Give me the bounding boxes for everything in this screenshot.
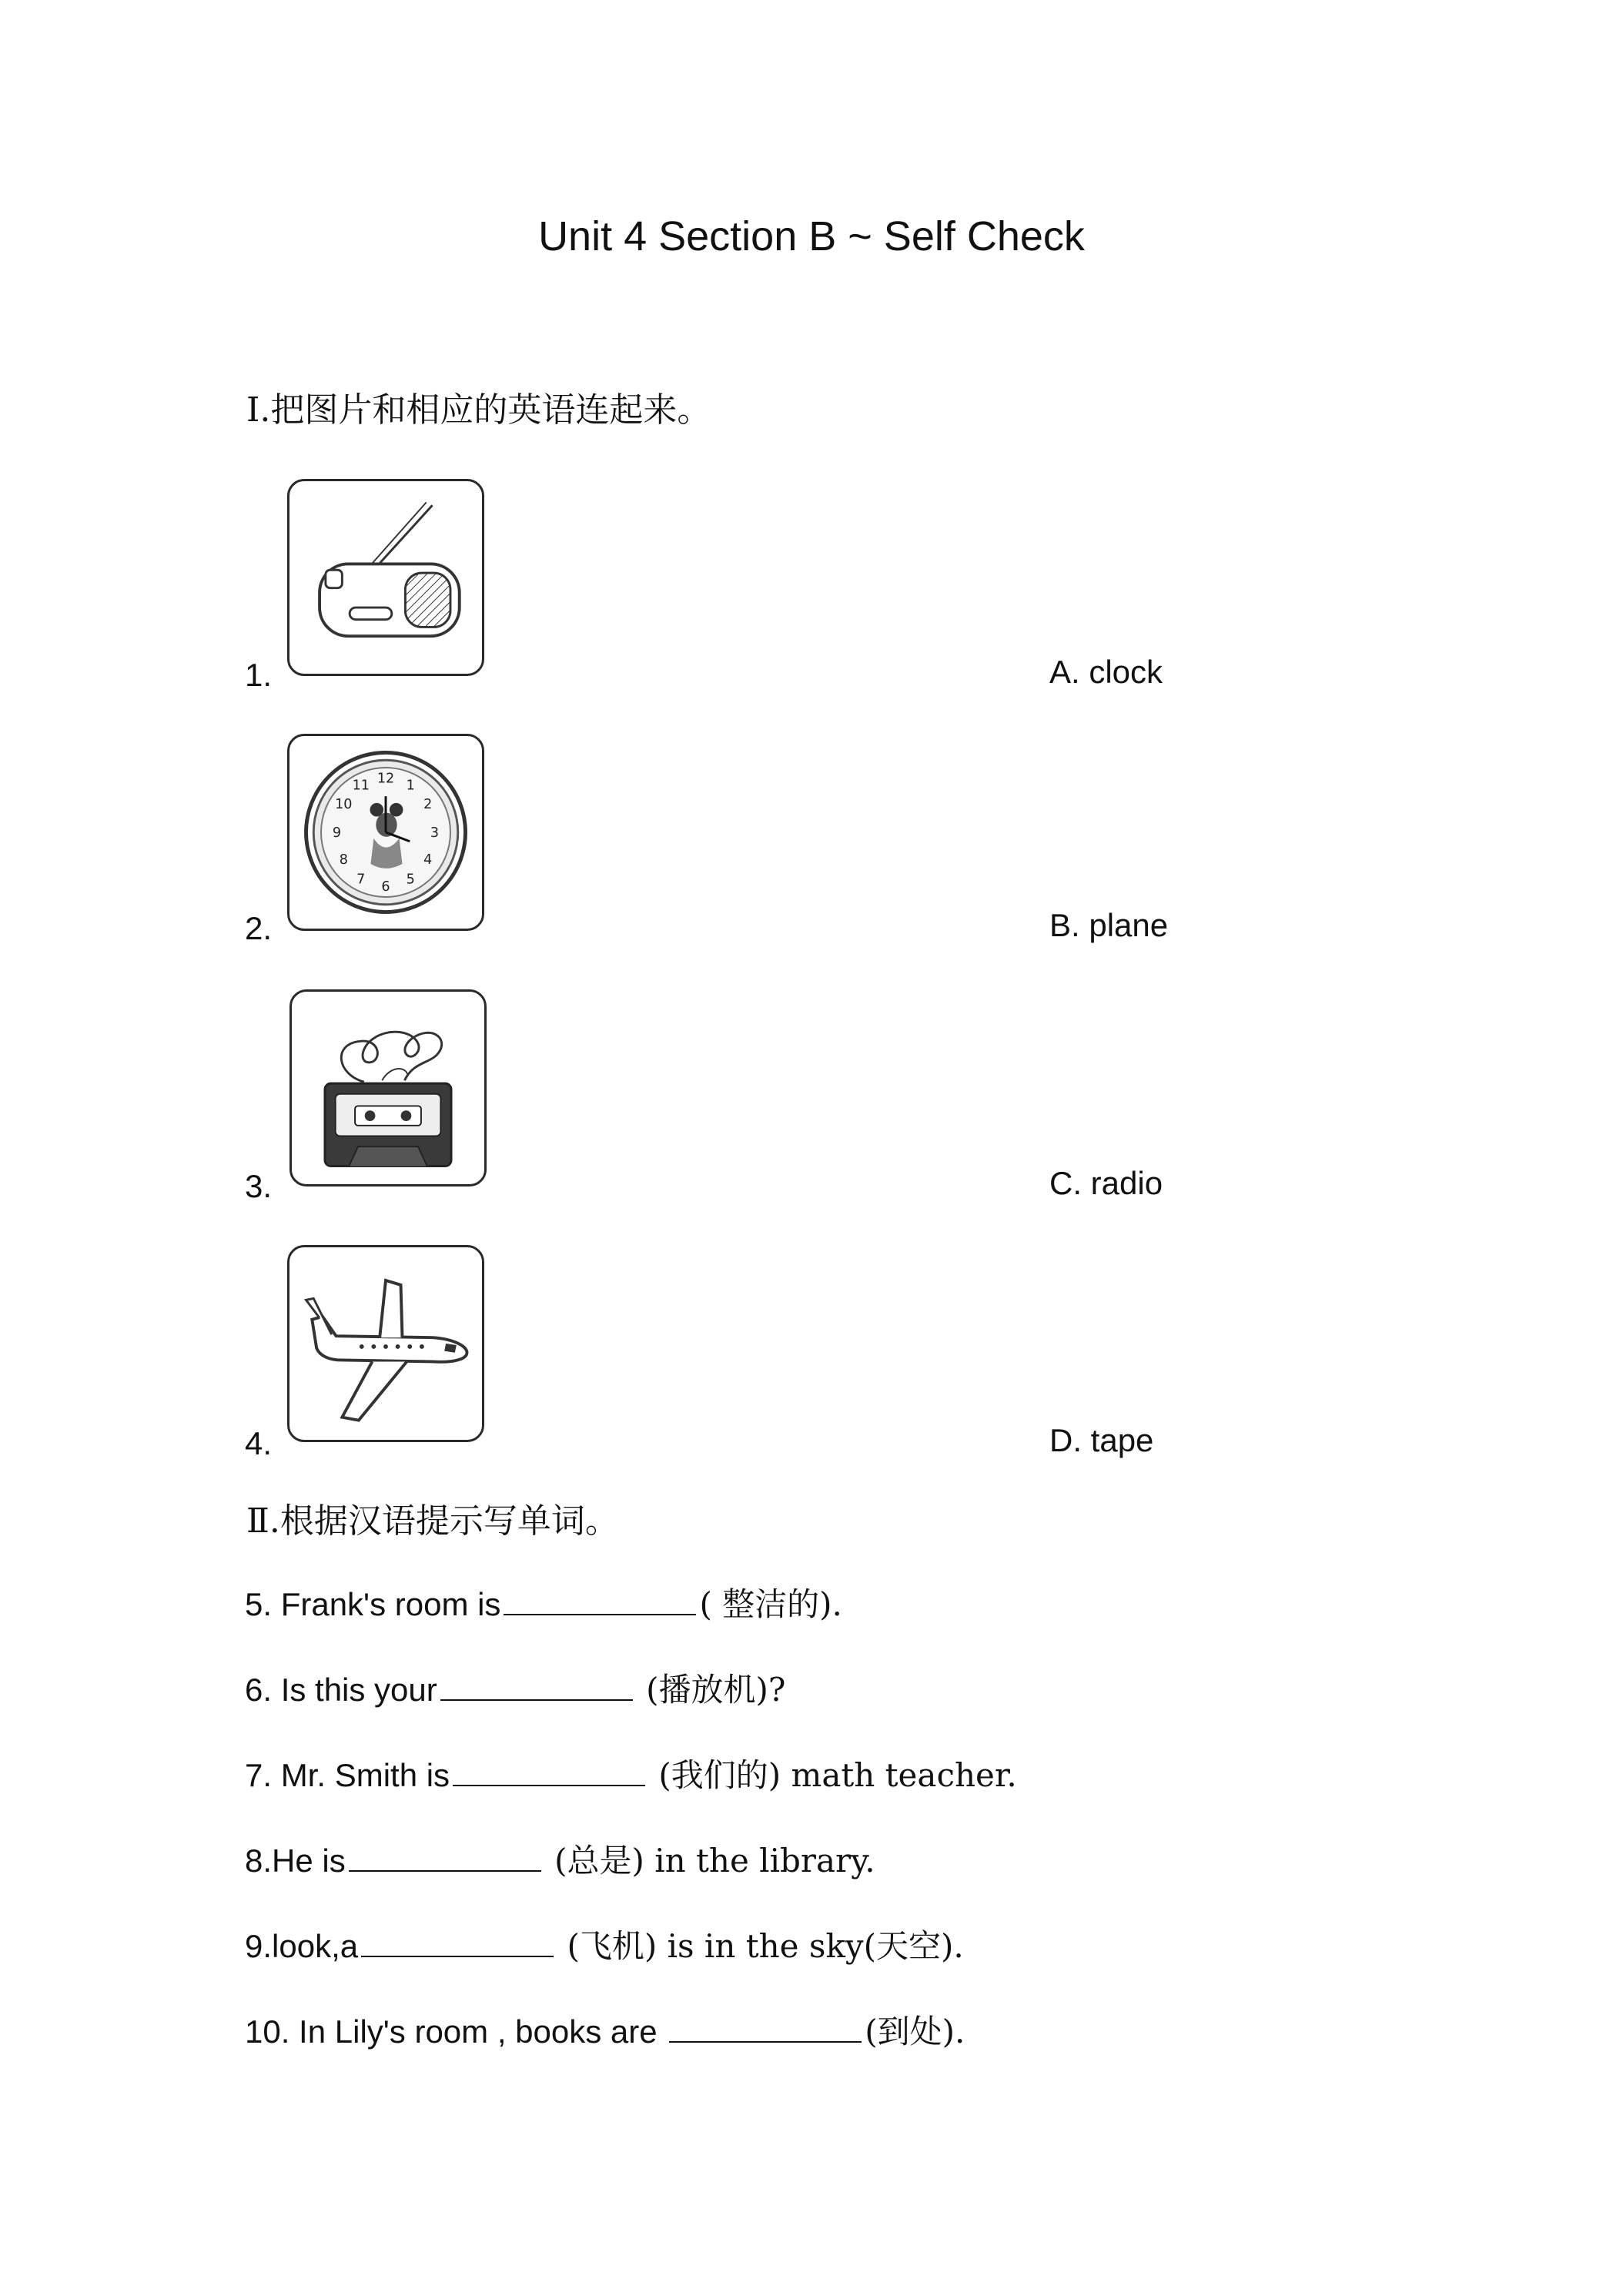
question-5-text: 5. Frank's room is — [245, 1586, 501, 1622]
tape-icon — [292, 992, 484, 1184]
question-9-text: 9.look,a — [245, 1928, 359, 1964]
item-4-number: 4. — [245, 1425, 273, 1461]
svg-text:2: 2 — [423, 796, 433, 812]
answer-blank[interactable] — [453, 1754, 645, 1786]
question-10 — [245, 2010, 965, 2053]
clock-picture — [287, 734, 484, 931]
radio-picture — [287, 479, 484, 676]
question-9 — [245, 1925, 964, 1968]
question-7-text: 7. Mr. Smith is — [245, 1757, 450, 1793]
answer-blank[interactable] — [669, 2010, 862, 2043]
svg-text:10: 10 — [335, 796, 353, 812]
option-b: B. plane — [1049, 907, 1169, 943]
question-8-hint: (总是) in the library. — [544, 1842, 875, 1879]
svg-text:3: 3 — [430, 825, 440, 841]
plane-picture — [287, 1245, 484, 1442]
question-10-text: 10. In Lily's room , books are — [245, 2013, 667, 2050]
question-6-hint: (播放机)? — [635, 1671, 786, 1709]
page-title: Unit 4 Section B ~ Self Check — [538, 213, 1085, 259]
item-3-number: 3. — [245, 1168, 273, 1204]
option-c: C. radio — [1049, 1165, 1163, 1201]
answer-blank[interactable] — [440, 1668, 633, 1701]
svg-text:6: 6 — [381, 879, 390, 895]
clock-icon — [289, 736, 482, 929]
question-8 — [245, 1839, 875, 1883]
item-1-number: 1. — [245, 657, 273, 693]
plane-icon — [289, 1247, 482, 1440]
question-7-hint: (我们的) math teacher. — [648, 1756, 1017, 1794]
svg-text:9: 9 — [332, 825, 342, 841]
svg-text:7: 7 — [356, 872, 366, 888]
question-9-hint: (飞机) is in the sky(天空). — [557, 1927, 964, 1965]
answer-blank[interactable] — [349, 1839, 541, 1872]
svg-text:1: 1 — [406, 778, 415, 794]
question-7 — [245, 1754, 1017, 1797]
option-d: D. tape — [1049, 1422, 1154, 1458]
option-a: A. clock — [1049, 654, 1163, 690]
svg-text:11: 11 — [352, 778, 370, 794]
section-2-heading: Ⅱ.根据汉语提示写单词。 — [246, 1501, 619, 1541]
question-5 — [245, 1583, 842, 1626]
answer-blank[interactable] — [504, 1583, 696, 1615]
question-8-text: 8.He is — [245, 1842, 346, 1879]
tape-picture — [289, 989, 487, 1186]
section-1-heading: Ⅰ.把图片和相应的英语连起来。 — [246, 390, 711, 430]
radio-icon — [289, 481, 482, 674]
question-6-text: 6. Is this your — [245, 1672, 437, 1708]
answer-blank[interactable] — [361, 1925, 554, 1957]
question-6 — [245, 1668, 785, 1712]
question-5-hint: ( 整洁的). — [699, 1585, 842, 1623]
question-10-hint: (到处). — [865, 2013, 965, 2050]
svg-text:12: 12 — [376, 771, 395, 787]
svg-text:4: 4 — [423, 852, 433, 869]
svg-text:5: 5 — [406, 872, 415, 888]
item-2-number: 2. — [245, 910, 273, 946]
svg-text:8: 8 — [339, 852, 348, 869]
